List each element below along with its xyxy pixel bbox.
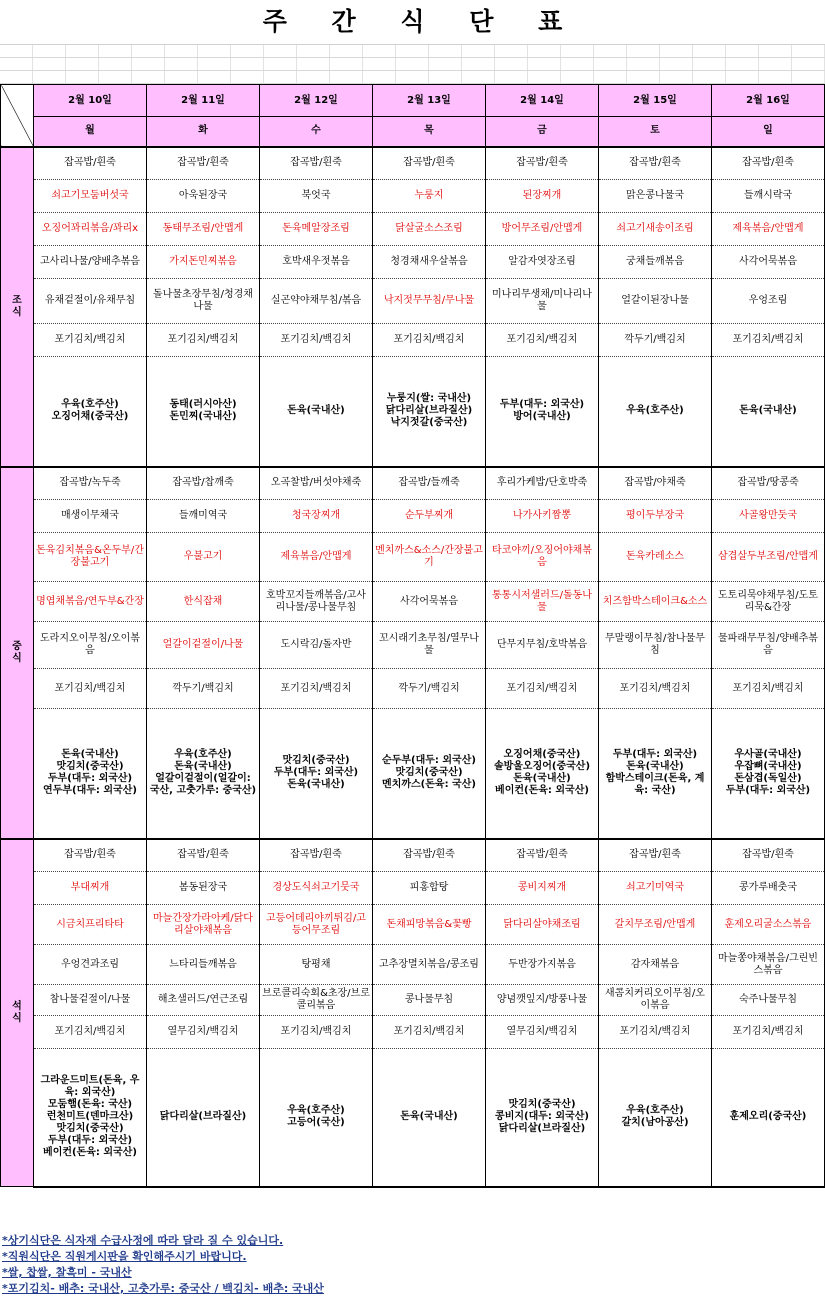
menu-cell: 포기김치/백김치 bbox=[599, 669, 712, 709]
menu-cell: 숙주나물무침 bbox=[712, 985, 825, 1016]
menu-cell: 느타리들깨볶음 bbox=[147, 945, 260, 985]
origin-info-cell: 두부(대두: 외국산) 방어(국내산) bbox=[486, 357, 599, 467]
menu-cell: 우불고기 bbox=[147, 533, 260, 582]
menu-cell: 잡곡밥/흰죽 bbox=[260, 147, 373, 180]
menu-cell: 돈육카레소스 bbox=[599, 533, 712, 582]
origin-info-cell: 순두부(대두: 외국산) 맛김치(중국산) 멘치까스(돈육: 국산) bbox=[373, 709, 486, 839]
menu-cell: 포기김치/백김치 bbox=[712, 1016, 825, 1049]
menu-cell: 포기김치/백김치 bbox=[34, 669, 147, 709]
menu-cell: 잡곡밥/들깨죽 bbox=[373, 467, 486, 500]
menu-cell: 깍두기/백김치 bbox=[373, 669, 486, 709]
origin-info-cell: 돈육(국내산) bbox=[260, 357, 373, 467]
menu-cell: 잡곡밥/녹두죽 bbox=[34, 467, 147, 500]
menu-cell: 잡곡밥/흰죽 bbox=[147, 839, 260, 872]
weekday-header: 토 bbox=[599, 117, 712, 147]
menu-cell: 포기김치/백김치 bbox=[712, 669, 825, 709]
menu-cell: 포기김치/백김치 bbox=[486, 324, 599, 357]
menu-cell: 갈치무조림/안맵게 bbox=[599, 905, 712, 945]
menu-cell: 잡곡밥/흰죽 bbox=[712, 147, 825, 180]
origin-info-cell: 우육(호주산) 고등어(국산) bbox=[260, 1049, 373, 1187]
note-1: *상기식단은 식자재 수급사정에 따라 달라 질 수 있습니다. bbox=[2, 1234, 284, 1247]
menu-cell: 잡곡밥/흰죽 bbox=[712, 839, 825, 872]
menu-row bbox=[1, 872, 825, 905]
menu-row bbox=[1, 1016, 825, 1049]
menu-cell: 오징어꽈리볶음/꽈리x bbox=[34, 213, 147, 246]
menu-cell: 훈제오리굴소스볶음 bbox=[712, 905, 825, 945]
date-header: 2월 10일 bbox=[34, 85, 147, 117]
menu-cell: 순두부찌개 bbox=[373, 500, 486, 533]
menu-row bbox=[1, 279, 825, 324]
menu-row bbox=[1, 147, 825, 180]
menu-cell: 오곡찰밥/버섯야채죽 bbox=[260, 467, 373, 500]
menu-cell: 마늘쫑야채볶음/그린빈스볶음 bbox=[712, 945, 825, 985]
menu-cell: 청국장찌개 bbox=[260, 500, 373, 533]
menu-cell: 북엇국 bbox=[260, 180, 373, 213]
menu-cell: 유채겉절이/유채무침 bbox=[34, 279, 147, 324]
date-header: 2월 14일 bbox=[486, 85, 599, 117]
menu-cell: 쇠고기모둠버섯국 bbox=[34, 180, 147, 213]
menu-cell: 얼갈이겉절이/나물 bbox=[147, 622, 260, 669]
menu-cell: 단무지무침/호박볶음 bbox=[486, 622, 599, 669]
menu-row bbox=[1, 213, 825, 246]
menu-cell: 시금치프리타타 bbox=[34, 905, 147, 945]
menu-cell: 고등어데리야끼튀김/고등어무조림 bbox=[260, 905, 373, 945]
menu-row bbox=[1, 500, 825, 533]
menu-cell: 누룽지 bbox=[373, 180, 486, 213]
menu-cell: 물파래무무침/양배추볶음 bbox=[712, 622, 825, 669]
menu-cell: 포기김치/백김치 bbox=[599, 1016, 712, 1049]
meal-label bbox=[1, 467, 34, 839]
menu-cell: 피홍합탕 bbox=[373, 872, 486, 905]
menu-cell: 잡곡밥/흰죽 bbox=[34, 147, 147, 180]
menu-cell: 열무김치/백김치 bbox=[486, 1016, 599, 1049]
menu-cell: 나가사키짬뽕 bbox=[486, 500, 599, 533]
menu-cell: 된장찌개 bbox=[486, 180, 599, 213]
menu-cell: 도시락김/돌자반 bbox=[260, 622, 373, 669]
menu-cell: 포기김치/백김치 bbox=[34, 1016, 147, 1049]
menu-cell: 새콤치커리오이무침/오이볶음 bbox=[599, 985, 712, 1016]
menu-cell: 잡곡밥/흰죽 bbox=[486, 147, 599, 180]
meal-label-char: 식 bbox=[12, 306, 22, 318]
menu-cell: 브로콜리숙회&초장/브로콜리볶음 bbox=[260, 985, 373, 1016]
origin-info-cell: 우육(호주산) bbox=[599, 357, 712, 467]
menu-cell: 해초샐러드/연근조림 bbox=[147, 985, 260, 1016]
menu-cell: 포기김치/백김치 bbox=[373, 324, 486, 357]
menu-cell: 후리가케밥/단호박죽 bbox=[486, 467, 599, 500]
menu-cell: 삼겹살두부조림/안맵게 bbox=[712, 533, 825, 582]
date-header: 2월 11일 bbox=[147, 85, 260, 117]
menu-cell: 사골왕만둣국 bbox=[712, 500, 825, 533]
menu-cell: 돈육김치볶음&온두부/간장불고기 bbox=[34, 533, 147, 582]
menu-cell: 경상도식쇠고기뭇국 bbox=[260, 872, 373, 905]
origin-info-cell: 맛김치(중국산) 두부(대두: 외국산) 돈육(국내산) bbox=[260, 709, 373, 839]
menu-cell: 잡곡밥/흰죽 bbox=[260, 839, 373, 872]
menu-row bbox=[1, 985, 825, 1016]
weekday-header: 금 bbox=[486, 117, 599, 147]
origin-info-cell: 우육(호주산) 돈육(국내산) 얼갈이겉절이(얼갈이: 국산, 고춧가루: 중국산) bbox=[147, 709, 260, 839]
menu-cell: 포기김치/백김치 bbox=[260, 669, 373, 709]
menu-cell: 청경채새우살볶음 bbox=[373, 246, 486, 279]
menu-cell: 알감자엿장조림 bbox=[486, 246, 599, 279]
menu-cell: 제육볶음/안맵게 bbox=[712, 213, 825, 246]
menu-cell: 잡곡밥/땅콩죽 bbox=[712, 467, 825, 500]
menu-cell: 꼬시래기초무침/열무나물 bbox=[373, 622, 486, 669]
menu-cell: 낙지젓무무침/무나물 bbox=[373, 279, 486, 324]
date-header: 2월 13일 bbox=[373, 85, 486, 117]
menu-cell: 쇠고기미역국 bbox=[599, 872, 712, 905]
menu-cell: 실곤약야채무침/볶음 bbox=[260, 279, 373, 324]
menu-cell: 맑은콩나물국 bbox=[599, 180, 712, 213]
menu-cell: 무말랭이무침/참나물무침 bbox=[599, 622, 712, 669]
menu-cell: 미나리무생채/미나리나물 bbox=[486, 279, 599, 324]
date-header: 2월 16일 bbox=[712, 85, 825, 117]
origin-info-cell: 그라운드미트(돈육, 우육: 외국산) 모둠햄(돈육: 국산) 런천미트(덴마크산) 맛김치(중국산) 두부(대두: 외국산) 베이컨(돈육: 외국산) bbox=[34, 1049, 147, 1187]
origin-info-cell: 돈육(국내산) 맛김치(중국산) 두부(대두: 외국산) 연두부(대두: 외국산) bbox=[34, 709, 147, 839]
menu-cell: 닭살굴소스조림 bbox=[373, 213, 486, 246]
date-row bbox=[1, 85, 825, 117]
menu-cell: 잡곡밥/흰죽 bbox=[147, 147, 260, 180]
date-header: 2월 12일 bbox=[260, 85, 373, 117]
menu-cell: 포기김치/백김치 bbox=[373, 1016, 486, 1049]
menu-row bbox=[1, 357, 825, 467]
menu-cell: 명엽채볶음/연두부&간장 bbox=[34, 582, 147, 622]
menu-cell: 고추장멸치볶음/콩조림 bbox=[373, 945, 486, 985]
menu-cell: 열무김치/백김치 bbox=[147, 1016, 260, 1049]
menu-row bbox=[1, 839, 825, 872]
menu-cell: 콩나물무침 bbox=[373, 985, 486, 1016]
menu-row bbox=[1, 1049, 825, 1187]
meal-label-char: 식 bbox=[12, 1012, 22, 1024]
meal-label-char: 중 bbox=[12, 640, 22, 652]
menu-cell: 우엉견과조림 bbox=[34, 945, 147, 985]
menu-cell: 들깨미역국 bbox=[147, 500, 260, 533]
note-2: *직원식단은 직원게시판을 확인해주시기 바랍니다. bbox=[2, 1250, 247, 1263]
origin-info-cell: 돈육(국내산) bbox=[712, 357, 825, 467]
menu-cell: 돌나물초장무침/청경채나물 bbox=[147, 279, 260, 324]
footnotes bbox=[2, 1233, 822, 1297]
menu-cell: 치즈함박스테이크&소스 bbox=[599, 582, 712, 622]
corner-cell bbox=[1, 85, 34, 147]
weekday-row bbox=[1, 117, 825, 147]
menu-cell: 얼갈이된장나물 bbox=[599, 279, 712, 324]
menu-cell: 도라지오이무침/오이볶음 bbox=[34, 622, 147, 669]
menu-cell: 잡곡밥/흰죽 bbox=[34, 839, 147, 872]
menu-cell: 멘치까스&소스/간장불고기 bbox=[373, 533, 486, 582]
menu-row bbox=[1, 180, 825, 213]
menu-cell: 호박꼬지들깨볶음/고사리나물/콩나물무침 bbox=[260, 582, 373, 622]
menu-cell: 잡곡밥/야채죽 bbox=[599, 467, 712, 500]
menu-cell: 고사리나물/양배추볶음 bbox=[34, 246, 147, 279]
origin-info-cell: 맛김치(중국산) 콩비지(대두: 외국산) 닭다리살(브라질산) bbox=[486, 1049, 599, 1187]
menu-cell: 탕평채 bbox=[260, 945, 373, 985]
menu-cell: 아욱된장국 bbox=[147, 180, 260, 213]
menu-cell: 동태무조림/안맵게 bbox=[147, 213, 260, 246]
weekday-header: 일 bbox=[712, 117, 825, 147]
menu-cell: 깍두기/백김치 bbox=[147, 669, 260, 709]
menu-cell: 포기김치/백김치 bbox=[260, 1016, 373, 1049]
menu-cell: 궁채들깨볶음 bbox=[599, 246, 712, 279]
menu-cell: 통통시저샐러드/돌동나물 bbox=[486, 582, 599, 622]
origin-info-cell: 훈제오리(중국산) bbox=[712, 1049, 825, 1187]
origin-info-cell: 우육(호주산) 갈치(남아공산) bbox=[599, 1049, 712, 1187]
menu-cell: 잡곡밥/흰죽 bbox=[599, 147, 712, 180]
menu-cell: 가지돈민찌볶음 bbox=[147, 246, 260, 279]
origin-info-cell: 돈육(국내산) bbox=[373, 1049, 486, 1187]
menu-cell: 깍두기/백김치 bbox=[599, 324, 712, 357]
menu-cell: 도토리묵야채무침/도토리묵&간장 bbox=[712, 582, 825, 622]
origin-info-cell: 누룽지(쌀: 국내산) 닭다리살(브라질산) 낙지젓갈(중국산) bbox=[373, 357, 486, 467]
menu-cell: 포기김치/백김치 bbox=[260, 324, 373, 357]
weekly-menu-table bbox=[0, 84, 825, 1188]
menu-cell: 한식잡채 bbox=[147, 582, 260, 622]
menu-row bbox=[1, 622, 825, 669]
menu-cell: 잡곡밥/흰죽 bbox=[599, 839, 712, 872]
menu-cell: 평이두부장국 bbox=[599, 500, 712, 533]
menu-cell: 양념깻잎지/방풍나물 bbox=[486, 985, 599, 1016]
menu-cell: 포기김치/백김치 bbox=[486, 669, 599, 709]
origin-info-cell: 두부(대두: 외국산) 돈육(국내산) 함박스테이크(돈육, 계육: 국산) bbox=[599, 709, 712, 839]
meal-label bbox=[1, 839, 34, 1187]
menu-cell: 돈육메알장조림 bbox=[260, 213, 373, 246]
menu-cell: 방어무조림/안맵게 bbox=[486, 213, 599, 246]
menu-cell: 부대찌개 bbox=[34, 872, 147, 905]
menu-cell: 포기김치/백김치 bbox=[34, 324, 147, 357]
menu-row bbox=[1, 533, 825, 582]
menu-cell: 봄동된장국 bbox=[147, 872, 260, 905]
menu-cell: 들깨시락국 bbox=[712, 180, 825, 213]
menu-cell: 잡곡밥/흰죽 bbox=[373, 839, 486, 872]
menu-cell: 잡곡밥/찹깨죽 bbox=[147, 467, 260, 500]
date-header: 2월 15일 bbox=[599, 85, 712, 117]
note-3: *쌀, 찹쌀, 찰흑미 - 국내산 bbox=[2, 1266, 132, 1279]
meal-label-char: 식 bbox=[12, 652, 22, 664]
menu-cell: 타코야끼/오징어야채볶음 bbox=[486, 533, 599, 582]
menu-cell: 매생이무채국 bbox=[34, 500, 147, 533]
page-title: 주 간 식 단 표 bbox=[262, 7, 581, 36]
menu-row bbox=[1, 669, 825, 709]
origin-info-cell: 오징어채(중국산) 솔방울오징어(중국산) 돈육(국내산) 베이컨(돈육: 외국산) bbox=[486, 709, 599, 839]
menu-cell: 돈채피망볶음&꽃빵 bbox=[373, 905, 486, 945]
menu-row bbox=[1, 324, 825, 357]
menu-cell: 두반장가지볶음 bbox=[486, 945, 599, 985]
menu-row bbox=[1, 582, 825, 622]
spreadsheet-grid bbox=[0, 44, 825, 85]
menu-row bbox=[1, 467, 825, 500]
meal-label bbox=[1, 147, 34, 467]
weekday-header: 수 bbox=[260, 117, 373, 147]
origin-info-cell: 우육(호주산) 오징어채(중국산) bbox=[34, 357, 147, 467]
menu-cell: 우엉조림 bbox=[712, 279, 825, 324]
origin-info-cell: 우사골(국내산) 우잡뼈(국내산) 돈삼겹(독일산) 두부(대두: 외국산) bbox=[712, 709, 825, 839]
menu-cell: 콩비지찌개 bbox=[486, 872, 599, 905]
menu-cell: 포기김치/백김치 bbox=[147, 324, 260, 357]
menu-cell: 포기김치/백김치 bbox=[712, 324, 825, 357]
menu-cell: 잡곡밥/흰죽 bbox=[486, 839, 599, 872]
menu-cell: 호박새우젓볶음 bbox=[260, 246, 373, 279]
menu-row bbox=[1, 905, 825, 945]
menu-row bbox=[1, 246, 825, 279]
menu-row bbox=[1, 709, 825, 839]
menu-cell: 닭다리살야채조림 bbox=[486, 905, 599, 945]
meal-label-char: 조 bbox=[12, 294, 22, 306]
weekday-header: 화 bbox=[147, 117, 260, 147]
menu-row bbox=[1, 945, 825, 985]
meal-label-char: 석 bbox=[12, 1000, 22, 1012]
menu-cell: 잡곡밥/흰죽 bbox=[373, 147, 486, 180]
origin-info-cell: 동태(러시아산) 돈민찌(국내산) bbox=[147, 357, 260, 467]
weekday-header: 목 bbox=[373, 117, 486, 147]
note-4: *포기김치- 배추: 국내산, 고춧가루: 중국산 / 백김치- 배추: 국내산 bbox=[2, 1282, 324, 1295]
menu-cell: 참나물겉절이/나물 bbox=[34, 985, 147, 1016]
menu-cell: 감자채볶음 bbox=[599, 945, 712, 985]
menu-cell: 사각어묵볶음 bbox=[373, 582, 486, 622]
origin-info-cell: 닭다리살(브라질산) bbox=[147, 1049, 260, 1187]
menu-cell: 사각어묵볶음 bbox=[712, 246, 825, 279]
menu-cell: 제육볶음/안맵게 bbox=[260, 533, 373, 582]
menu-cell: 콩가루배춧국 bbox=[712, 872, 825, 905]
menu-cell: 마늘간장가라아케/닭다리살야채볶음 bbox=[147, 905, 260, 945]
weekday-header: 월 bbox=[34, 117, 147, 147]
menu-cell: 쇠고기새송이조림 bbox=[599, 213, 712, 246]
